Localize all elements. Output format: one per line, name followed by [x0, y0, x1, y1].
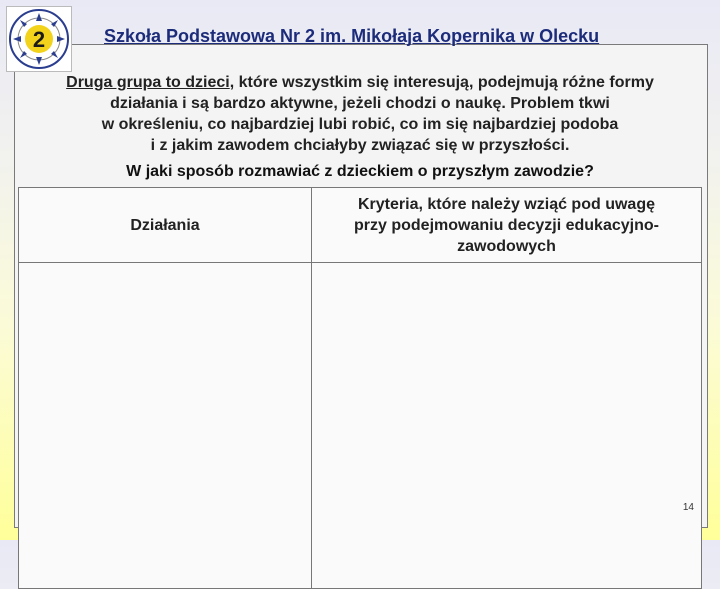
header-actions: Działania — [19, 188, 312, 263]
intro-line-1-rest: , które wszystkim się interesują, podejmują różne formy — [229, 74, 654, 91]
section-question: W jaki sposób rozmawiać z dzieckiem o przyszłym zawodzie? — [126, 163, 594, 180]
table-header-row — [19, 188, 702, 263]
page-title: Szkoła Podstawowa Nr 2 im. Mikołaja Kopernika w Olecku — [104, 26, 600, 46]
page-number: 14 — [682, 502, 694, 513]
logo-number: 2 — [32, 27, 46, 52]
header-criteria: Kryteria, które należy wziąć pod uwagę przy podejmowaniu decyzji edukacyjno-zawodowych — [312, 188, 702, 263]
criteria-table — [18, 187, 702, 589]
school-logo — [6, 6, 72, 72]
intro-line-4: i z jakim zawodem chciałyby związać się w przyszłości. — [150, 137, 570, 154]
intro-underlined-phrase: Druga grupa to dzieci — [66, 74, 230, 91]
intro-line-2: działania i są bardzo aktywne, jeżeli chodzi o naukę. Problem tkwi — [110, 95, 610, 112]
intro-paragraph — [20, 72, 700, 156]
intro-line-1 — [20, 72, 700, 93]
school-emblem-icon — [7, 7, 71, 71]
intro-line-3: w określeniu, co najbardziej lubi robić, co im się najbardziej podoba — [101, 116, 619, 133]
